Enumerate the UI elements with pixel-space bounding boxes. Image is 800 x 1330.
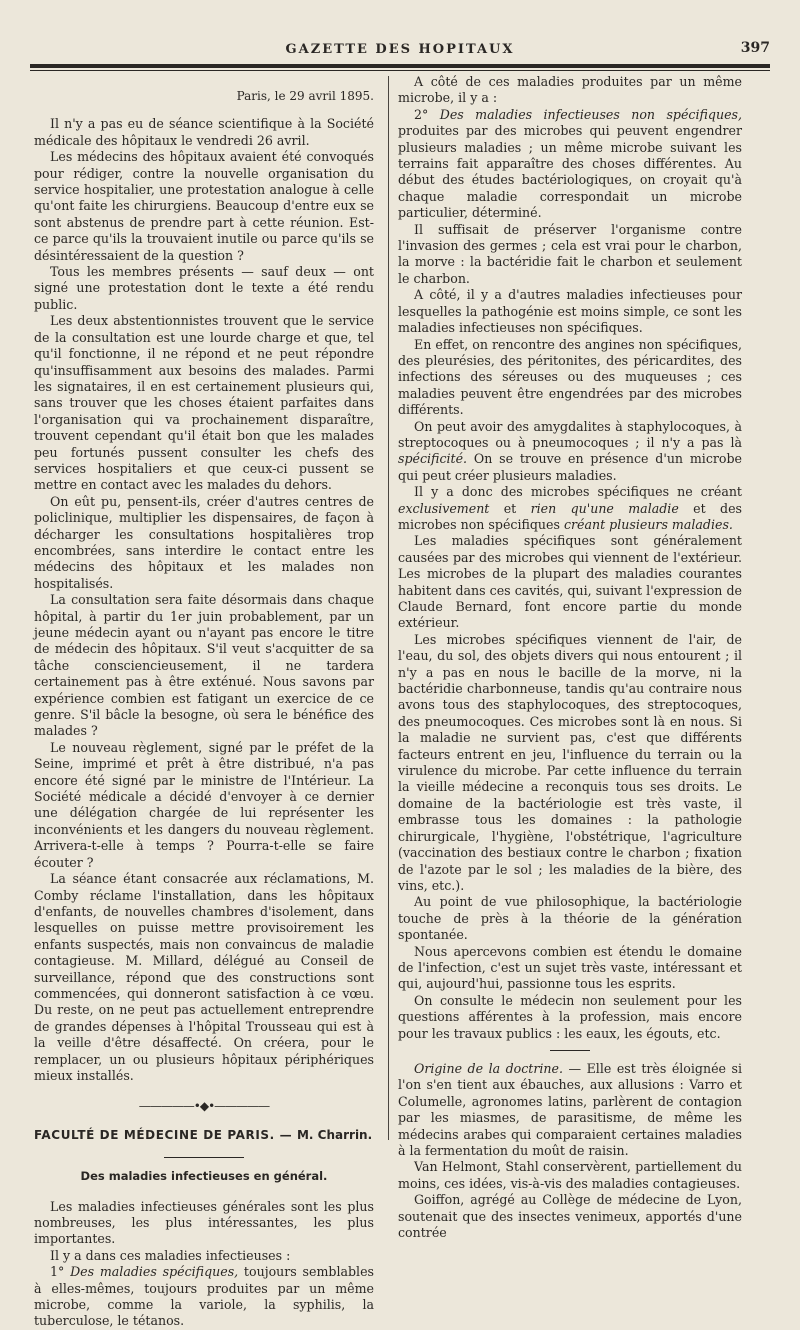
item-text: produites par des microbes qui peuvent engendrer plusieurs maladies ; un même microbe suivant les terrains fait apparaître des choses différentes. Au début des études bactériologiques, on croyait qu'à chaque maladie correspondait un microbe particulier, déterminé. [398, 123, 742, 221]
section-author: M. Charrin. [296, 1127, 373, 1142]
text-run: On se trouve en présence d'un microbe qui peut créer plusieurs maladies. [398, 451, 742, 483]
paragraph [398, 1061, 742, 1159]
paragraph: On consulte le médecin non seulement pour les questions afférentes à la profession, mais encore pour les travaux publics : les eaux, les égouts, etc. [398, 992, 742, 1041]
paragraph: Il suffisait de préserver l'organisme contre l'invasion des germes ; cela est vrai pour le charbon, la morve : la bactéridie fait le charbon et seulement le charbon. [398, 221, 742, 286]
paragraph: On eût pu, pensent-ils, créer d'autres centres de policlinique, multiplier les dispensaires, de façon à décharger les consultations hospitalières trop encombrées, sans interdire le contact entre les médecins des hôpitaux et les malades non hospitalisés. [34, 493, 374, 591]
item-number: 2° [414, 106, 429, 122]
emphasis: spécificité. [398, 451, 468, 467]
section-heading-text: FACULTÉ DE MÉDECINE DE PARIS. — [34, 1127, 293, 1142]
paragraph: Goiffon, agrégé au Collège de médecine de Lyon, soutenait que des insectes venimeux, apportés d'une contrée [398, 1192, 742, 1241]
header-rule-thick [30, 64, 770, 68]
paragraph: En effet, on rencontre des angines non spécifiques, des pleurésies, des péritonites, des péricardites, des infections des séreuses ou des muqueuses ; ces maladies peuvent être engendrées par des microbes différents. [398, 336, 742, 418]
list-item [398, 107, 742, 222]
section-heading [34, 1127, 374, 1143]
emphasis: rien qu'une maladie [530, 500, 679, 516]
text-run: On peut avoir des amygdalites à staphylocoques, à streptocoques ou à pneumocoques ; il n'y a pas là [398, 418, 742, 450]
heading-rule [164, 1157, 244, 1158]
item-term: Des maladies infectieuses non spécifiques, [439, 106, 742, 122]
text-run: et des microbes non spécifiques [398, 500, 742, 532]
paragraph: Les maladies infectieuses générales sont les plus nombreuses, les plus intéressantes, les plus importantes. [34, 1198, 374, 1247]
emphasis: exclusivement [398, 500, 490, 516]
item-number: 1° [50, 1264, 65, 1280]
article-title: Des maladies infectieuses en général. [80, 1169, 328, 1184]
paragraph [398, 419, 742, 485]
paragraph-separator [550, 1050, 590, 1051]
paragraph [398, 484, 742, 533]
page-header [30, 36, 770, 60]
paragraph: A côté, il y a d'autres maladies infectieuses pour lesquelles la pathogénie est moins simple, ce sont les maladies infectieuses non spécifiques. [398, 287, 742, 336]
list-item [34, 1264, 374, 1330]
running-title: GAZETTE DES HOPITAUX [285, 42, 515, 57]
paragraph: Les microbes spécifiques viennent de l'air, de l'eau, du sol, des objets divers qui nous entourent ; il n'y a pas en nous le bacille de la morve, ni la bactéridie charbonneuse, tandis qu'au contraire nous avons tous des staphylocoques, des streptocoques, des pneumocoques. Ces microbes sont là en nous. Si la maladie ne survient pas, c'est que différents facteurs entrent en jeu, l'influence du terrain ou la virulence du microbe. Par cette influence du terrain la vieille médecine a reconquis tous ses droits. Le domaine de la bactériologie est très vaste, il embrasse tous les domaines : la pathologie chirurgicale, l'hygiène, l'obstétrique, l'agriculture (vaccination des bestiaux contre le charbon ; fixation de l'azote par le sol ; les maladies de la bière, des vins, etc.). [398, 631, 742, 893]
left-column [34, 88, 374, 1330]
item-term: Des maladies spécifiques, [70, 1264, 239, 1280]
paragraph: Nous apercevons combien est étendu le domaine de l'infection, c'est un sujet très vaste, intéressant et qui, aujourd'hui, passionne tous les esprits. [398, 943, 742, 992]
paragraph: La séance étant consacrée aux réclamations, M. Comby réclame l'installation, dans les hôpitaux d'enfants, de nouvelles chambres d'isolement, dans lesquelles on puisse mettre provisoirement les enfants suspectés, mais non convaincus de maladie contagieuse. M. Millard, délégué au Conseil de surveillance, répond que des constructions sont commencées, qui donneront satisfaction à ce vœu. Du reste, on ne peut pas actuellement entreprendre de grandes dépenses à l'hôpital Trousseau qui est à la veille d'être désaffecté. On créera, pour le remplacer, un ou plusieurs hôpitaux périphériques mieux installés. [34, 871, 374, 1083]
emphasis: créant plusieurs maladies. [563, 516, 733, 532]
dateline: Paris, le 29 avril 1895. [236, 89, 374, 103]
section-ornament: —————•◆•————— [138, 1099, 270, 1114]
paragraph: Il n'y a pas eu de séance scientifique à la Société médicale des hôpitaux le vendredi 26 avril. [34, 116, 374, 148]
paragraph: Les médecins des hôpitaux avaient été convoqués pour rédiger, contre la nouvelle organisation du service hospitalier, une protestation analogue à celle qu'ont faite les chirurgiens. Beaucoup d'entre eux se sont abstenus de prendre part à cette réunion. Est-ce parce qu'ils la trouvaient inutile ou parce qu'ils se désintéressaient de la question ? [34, 149, 374, 263]
paragraph: La consultation sera faite désormais dans chaque hôpital, à partir du 1er juin probablement, par un jeune médecin ayant ou n'ayant pas encore le titre de médecin des hôpitaux. S'il veut s'acquitter de sa tâche consciencieusement, il ne tardera certainement pas à être exténué. Nous savons par expérience combien est fatigant un exercice de ce genre. S'il bâcle la besogne, où sera le bénéfice des malades ? [34, 592, 374, 739]
paragraph: Les maladies spécifiques sont généralement causées par des microbes qui viennent de l'extérieur. Les microbes de la plupart des maladies courantes habitent dans ces cavités, qui, suivant l'expression de Claude Bernard, font encore partie du monde extérieur. [398, 533, 742, 631]
paragraph: Le nouveau règlement, signé par le préfet de la Seine, imprimé et prêt à être distribué, n'a pas encore été signé par le ministre de l'Intérieur. La Société médicale a décidé d'envoyer à ce dernier une délégation chargée de lui représenter les inconvénients et les dangers du nouveau règlement. Arrivera-t-elle à temps ? Pourra-t-elle se faire écouter ? [34, 739, 374, 870]
paragraph: Au point de vue philosophique, la bactériologie touche de près à la théorie de la génération spontanée. [398, 894, 742, 943]
item-text: toujours semblables à elles-mêmes, toujours produites par un même microbe, comme la variole, la syphilis, la tuberculose, le tétanos. [34, 1264, 374, 1329]
paragraph: Il y a dans ces maladies infectieuses : [50, 1247, 291, 1263]
page-number: 397 [740, 40, 770, 56]
text-run: Il y a donc des microbes spécifiques ne créant [414, 484, 742, 500]
text-run: — Elle est très éloignée si l'on s'en tient aux ébauches, aux allusions : Varro et Columelle, agronomes latins, parlèrent de contagion par les miasmes, de parasitisme, de même les médecins arabes qui comparaient certaines maladies à la fermentation du moût de raisin. [398, 1060, 743, 1158]
paragraph: A côté de ces maladies produites par un même microbe, il y a : [398, 74, 742, 106]
right-column [398, 74, 742, 1241]
header-rule-thin [30, 70, 770, 71]
paragraph: Tous les membres présents — sauf deux — ont signé une protestation dont le texte a été rendu public. [34, 264, 374, 312]
paragraph: Les deux abstentionnistes trouvent que le service de la consultation est une lourde charge et que, tel qu'il fonctionne, il ne répond et ne peut répondre qu'insuffisamment aux besoins des malades. Parmi les signataires, il en est certainement plusieurs qui, sans trouver que les choses étaient parfaites dans l'organisation qui va prochainement disparaître, trouvent cependant qu'il était bon que les malades peu fortunés pussent consulter les chefs des services hospitaliers et que ceux-ci pussent se mettre en contact avec les malades du dehors. [34, 313, 374, 493]
emphasis: Origine de la doctrine. [414, 1060, 563, 1076]
paragraph: Van Helmont, Stahl conservèrent, partiellement du moins, ces idées, vis-à-vis des maladies contagieuses. [398, 1159, 742, 1191]
text-run: et [489, 500, 531, 516]
column-divider [388, 76, 389, 1140]
